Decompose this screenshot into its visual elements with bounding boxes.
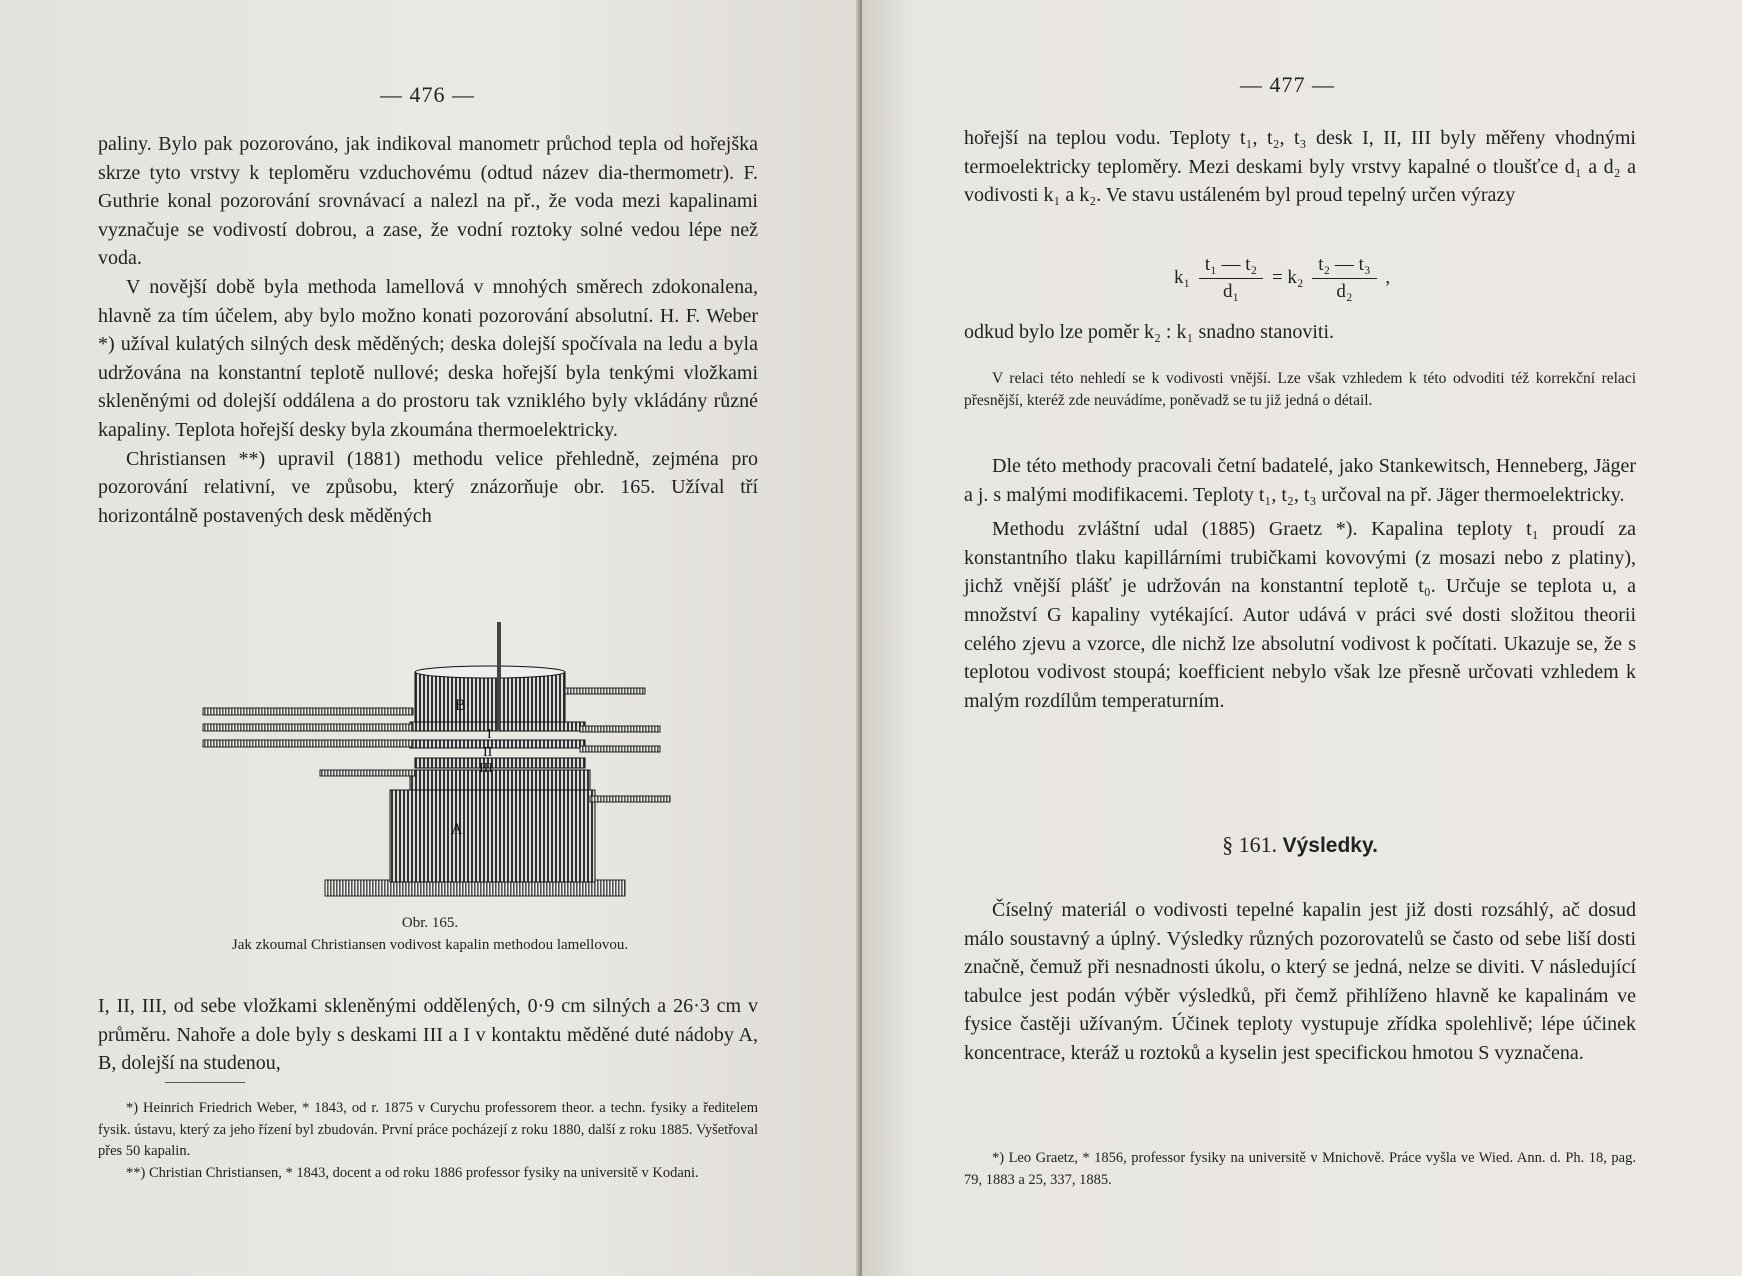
section-heading	[964, 832, 1636, 858]
left-body-top	[98, 130, 758, 530]
tube-1	[203, 708, 413, 715]
thermometer-rod	[497, 622, 501, 730]
tube-right-1	[580, 726, 660, 732]
footnote-rule-left	[165, 1082, 245, 1083]
left-body-bottom: I, II, III, od sebe vložkami skleněnými oddělených, 0·9 cm silných a 26·3 cm v průměru. Nahoře a dole byly s deskami III a I v kontaktu měděné duté nádoby A, B, dolejší na studenou,	[98, 995, 758, 1075]
tube-right-2	[580, 746, 660, 752]
plate-ii	[410, 740, 585, 748]
tube-right-3	[590, 796, 670, 802]
right-paragraph-1: hořejší na teplou vodu. Teploty t₁, t₂, t₃ desk I, II, III byly měřeny vhodnými termoelektricky teploměry. Mezi deskami byly vrstvy kapalné o tloušťce d₁ a d₂ a vodivosti k₁ a k₂. Ve stavu ustáleném byl proud tepelný určen výrazy	[964, 127, 1636, 207]
page-number-left: — 476 —	[380, 82, 475, 107]
left-paragraph-3: Christiansen **) upravil (1881) methodu velice přehledně, zejména pro pozorování relativní, ve způsobu, který znázorňuje obr. 165. Užíval tří horizontálně postavených desk měděných	[98, 447, 758, 527]
tube-3	[203, 740, 413, 747]
section-title: Výsledky.	[1282, 834, 1378, 857]
label-i: I	[487, 727, 492, 742]
formula-tail: ,	[1385, 266, 1391, 288]
tube-a	[320, 770, 415, 776]
figure-165-apparatus	[195, 620, 685, 905]
right-paragraph-3: Dle této methody pracovali četní badatelé, jako Stankewitsch, Henneberg, Jäger a j. s malými modifikacemi. Teploty t₁, t₂, t₃ určoval na př. Jäger thermoelektricky.	[964, 455, 1636, 506]
right-page	[862, 0, 1742, 1276]
small-note-text: V relaci této nehledí se k vodivosti vnější. Lze však vzhledem k této odvoditi též korrekční relaci přesnější, kteréž zde neuvádíme, poněvadž se tu již jedná o détail.	[964, 370, 1636, 409]
label-iii: III	[479, 761, 493, 776]
right-paragraph-4: Methodu zvláštní udal (1885) Graetz *). Kapalina teploty t₁ proudí za konstantního tlaku kapillárními trubičkami kovovými (z mosazi nebo z platiny), jichž vnější plášť je udržován na konstantní teplotě t₀. Určuje se teplota u, a množství G kapaliny vytékající. Autor udává v práci své dosti složitou theorii celého zjevu a vzorce, dle nichž lze absolutní vodivost k počítati. Ukazuje se, že s teplotou vodivost stoupá; koefficient nebylo však lze přesně určovati vzhledem k malým rozdílům temperaturním.	[964, 518, 1636, 712]
right-body-bottom	[964, 896, 1636, 1068]
plate-lower	[410, 770, 590, 790]
tube-right-b	[565, 688, 645, 694]
page-number-right: — 477 —	[1240, 72, 1335, 97]
right-paragraph-2: odkud bylo lze poměr k₂ : k₁ snadno stanoviti.	[964, 321, 1335, 343]
footnote-christiansen: **) Christian Christiansen, * 1843, docent a od roku 1886 professor fysiky na universitě v Kodani.	[126, 1164, 699, 1181]
label-a: A	[451, 821, 463, 838]
footnote-graetz: *) Leo Graetz, * 1856, professor fysiky na universitě v Mnichově. Práce vyšla ve Wied. Ann. d. Ph. 18, pag. 79, 1883 a 25, 337, 1885.	[964, 1150, 1636, 1188]
vessel-b	[415, 672, 565, 722]
figure-caption	[110, 912, 750, 956]
formula-denominator-1: d₁	[1222, 281, 1240, 302]
figure-number: Obr. 165.	[401, 915, 459, 931]
formula-numerator-1: t₁ — t₂	[1199, 252, 1263, 279]
plate-iii	[415, 758, 585, 768]
right-paragraph-5: Číselný materiál o vodivosti tepelné kapalin jest již dosti rozsáhlý, ač dosud málo soustavný a úplný. Výsledky různých pozorovatelů se často od sebe liší dosti značně, čemuž při nesnadnosti úkolu, o který se jedná, nelze se diviti. V následující tabulce jest podán výběr výsledků, při čemž přihlíženo hlavně ke kapalinám ve fysice častěji užívaným. Účinek teploty vystupuje zřídka spolehlivě; lépe účinek koncentrace, kteráž u roztoků a kyselin jest specifickou hmotou S vyznačena.	[964, 899, 1636, 1064]
right-body-middle	[964, 452, 1636, 715]
right-small-note	[964, 368, 1636, 412]
figure-caption-text: Jak zkoumal Christiansen vodivost kapalin methodou lamellovou.	[231, 937, 629, 953]
left-paragraph-1: paliny. Bylo pak pozorováno, jak indikoval manometr průchod tepla od hořejška skrze tyto vrstvy k teploměru vzduchovému (odtud název dia-thermometr). F. Guthrie konal pozorování srovnávací a nalezl na př., že voda mezi kapalinami vyznačuje se vodivostí dobrou, a zase, že vodní roztoky solné vedou lépe než voda.	[98, 133, 758, 270]
left-paragraph-2: V novější době byla methoda lamellová v mnohých směrech zdokonalena, hlavně za tím účelem, aby bylo možno konati pozorování absolutní. H. F. Weber *) užíval kulatých silných desk měděných; deska dolejší spočívala na ledu a byla udržována na konstantní teplotě nullové; deska hořejší byla tenkými vložkami skleněnými od dolejší oddálena a do prostoru tak vzniklého byly vkládány různé kapaliny. Teplota hořejší desky byla zkoumána thermoelektricky.	[98, 275, 758, 441]
formula-fraction-1	[1199, 252, 1263, 305]
vessel-a	[390, 790, 595, 882]
section-number: § 161.	[1222, 832, 1278, 857]
formula	[1174, 252, 1390, 305]
tube-2	[203, 724, 413, 731]
formula-numerator-2: t₂ — t₃	[1312, 252, 1376, 279]
right-footnotes	[964, 1148, 1636, 1191]
footnote-weber: *) Heinrich Friedrich Weber, * 1843, od r. 1875 v Curychu professorem theor. a techn. fysiky a ředitelem fysik. ústavu, který za jeho řízení byl zbudován. První práce pocházejí z roku 1880, další z roku 1885. Vyšetřoval přes 50 kapalin.	[98, 1100, 758, 1159]
formula-k1: k₁	[1174, 266, 1191, 288]
formula-equals-k2: = k₂	[1271, 266, 1304, 288]
label-ii: II	[483, 745, 493, 760]
left-page	[0, 0, 862, 1276]
label-b: B	[455, 697, 466, 714]
formula-denominator-2: d₂	[1336, 281, 1353, 302]
formula-fraction-2	[1312, 252, 1376, 305]
left-footnotes	[98, 1098, 758, 1184]
